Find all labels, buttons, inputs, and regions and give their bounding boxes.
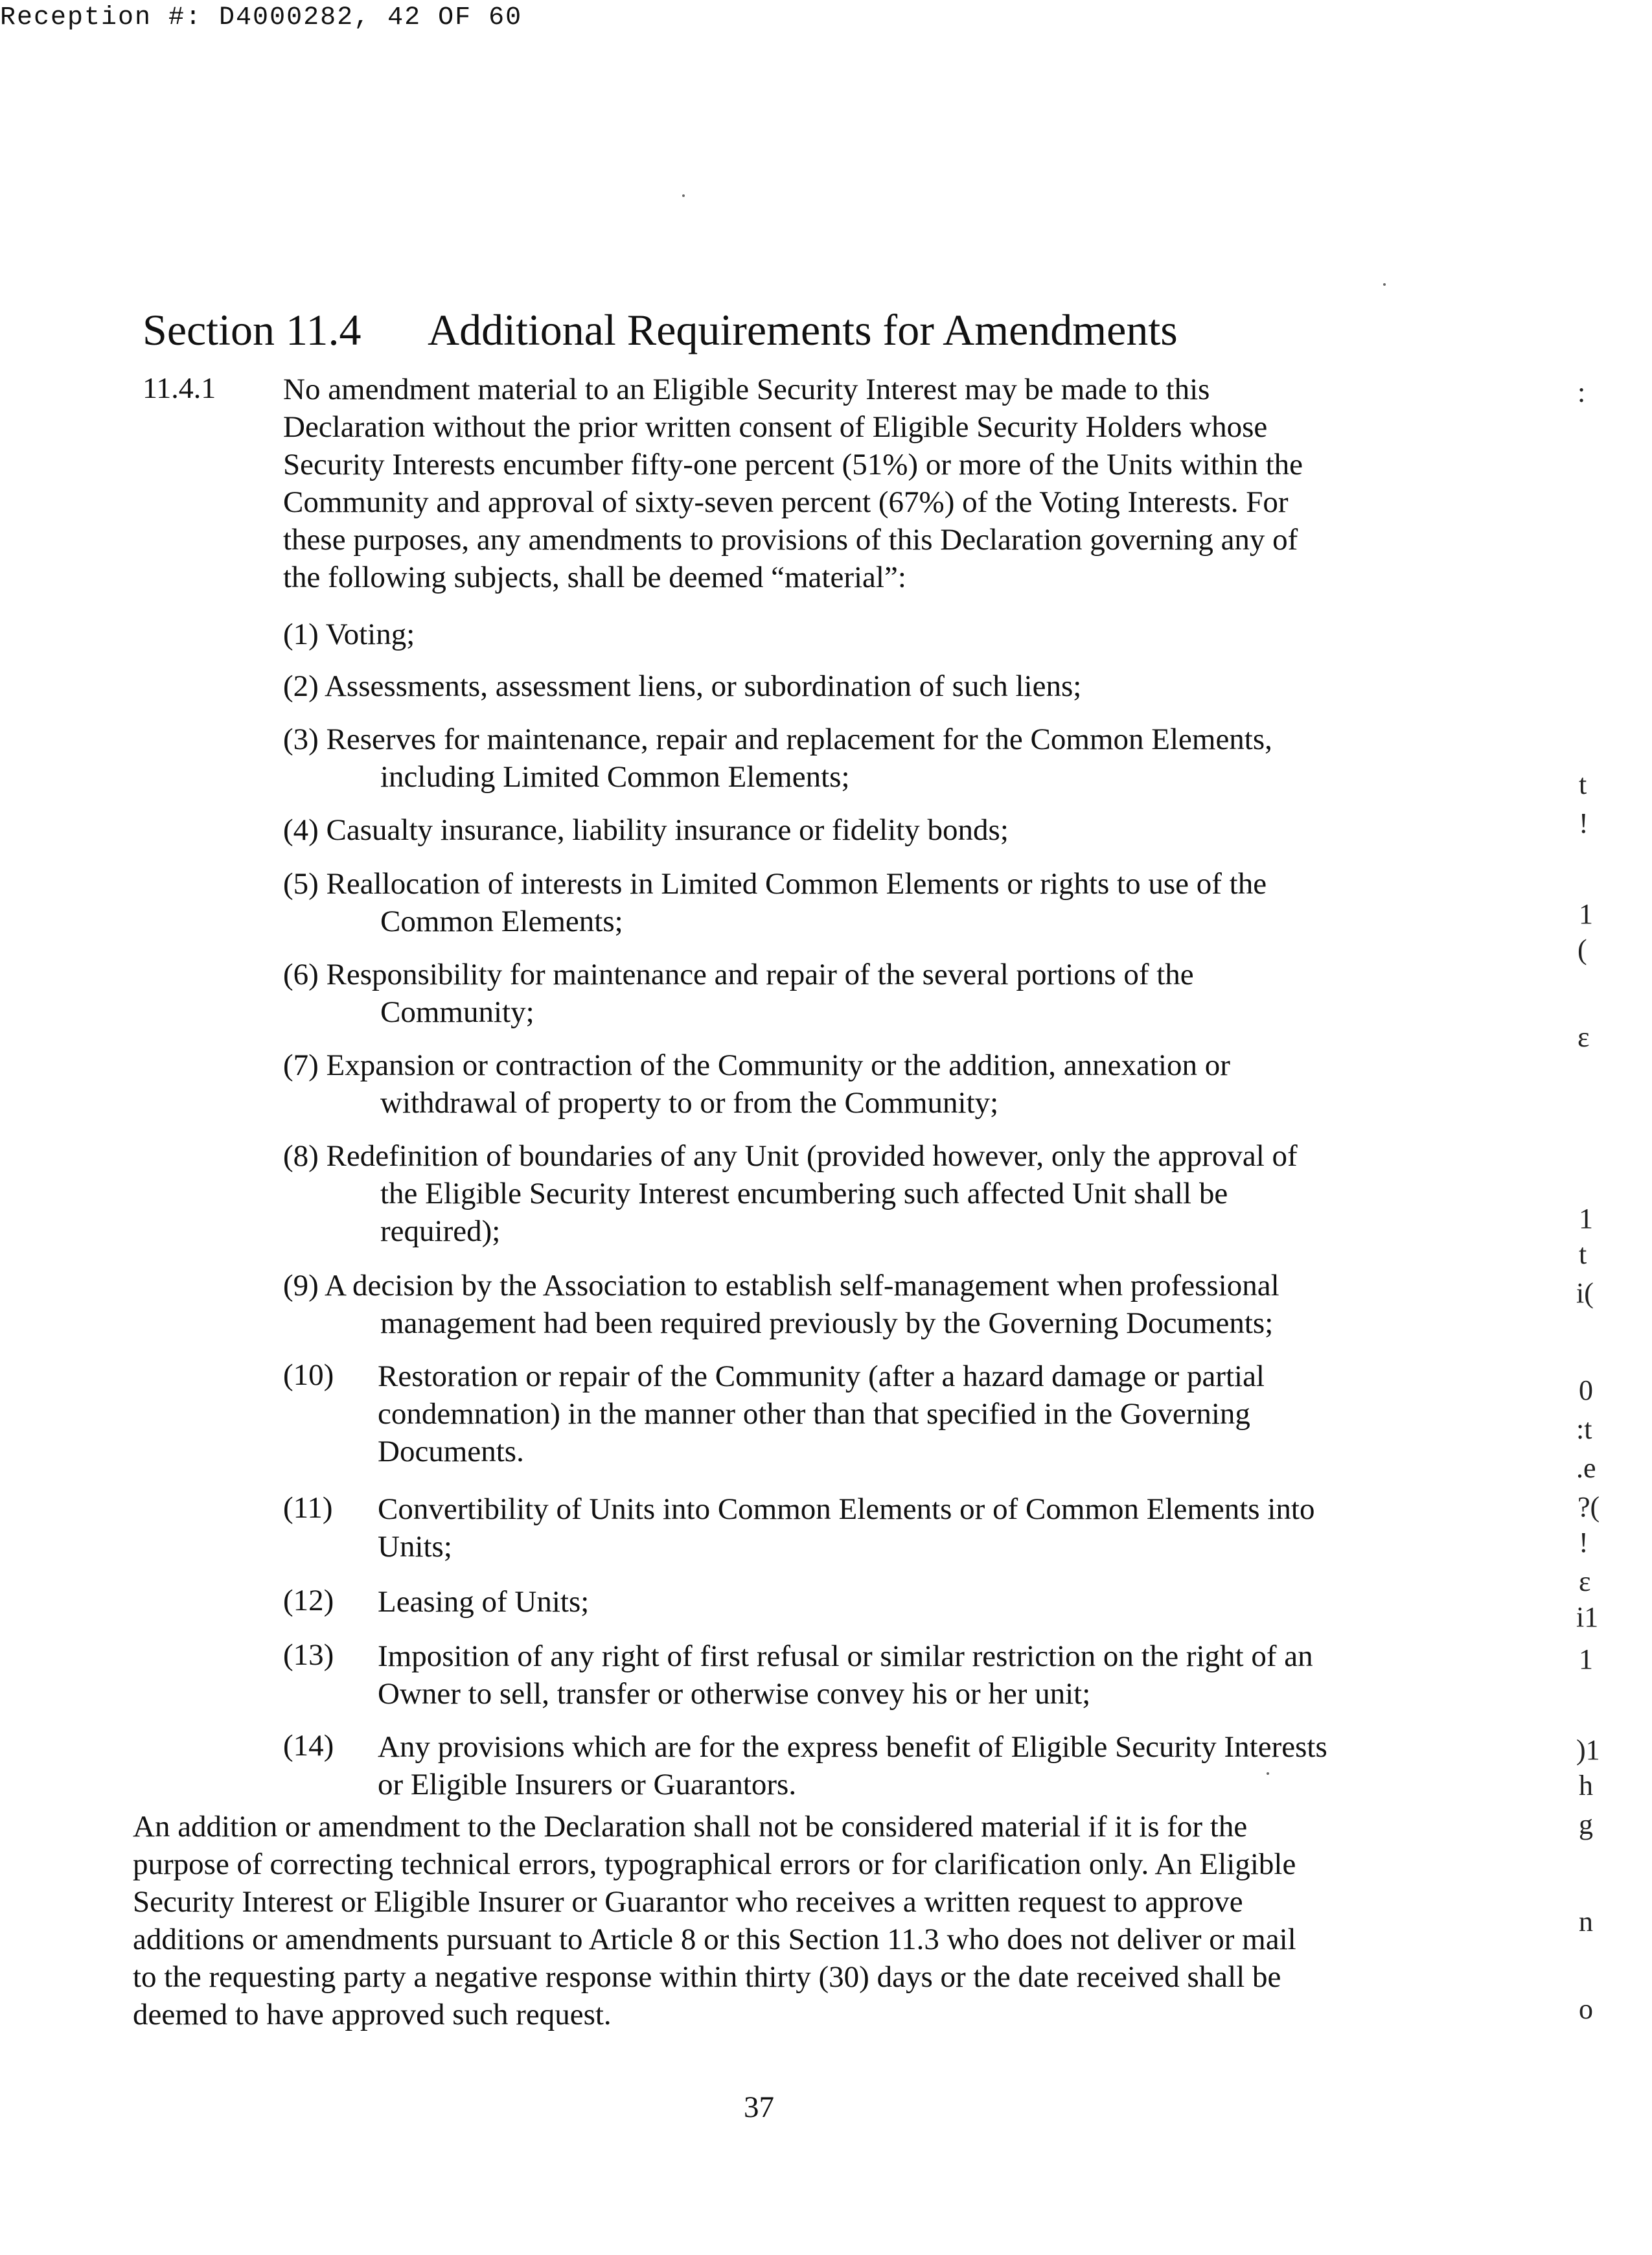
margin-fragment: ( xyxy=(1577,934,1587,966)
list-item-line: (3) Reserves for maintenance, repair and replacement for the Common Elements, xyxy=(283,723,1272,756)
closing-line: to the requesting party a negative response within thirty (30) days or the date received shall be xyxy=(133,1960,1281,1994)
margin-fragment: 1 xyxy=(1579,898,1593,930)
margin-fragment: g xyxy=(1579,1809,1593,1840)
paragraph-line: Security Interests encumber fifty-one percent (51%) or more of the Units within the xyxy=(283,448,1303,481)
list-item-line: (8) Redefinition of boundaries of any Unit (provided however, only the approval of xyxy=(283,1139,1298,1173)
list-item xyxy=(283,865,1267,940)
list-item-line: Convertibility of Units into Common Elements or of Common Elements into xyxy=(378,1492,1315,1526)
scan-speck xyxy=(1267,1772,1269,1775)
paragraph-body xyxy=(283,371,1303,596)
list-item-text xyxy=(378,1583,589,1621)
closing-line: An addition or amendment to the Declaration shall not be considered material if it is for the xyxy=(133,1810,1248,1844)
margin-fragment: ε xyxy=(1577,1021,1590,1053)
reception-header: Reception #: D4000282, 42 OF 60 xyxy=(0,3,523,32)
paragraph-line: the following subjects, shall be deemed “material”: xyxy=(283,561,906,594)
section-number: Section 11.4 xyxy=(143,305,361,354)
margin-fragment: t xyxy=(1579,769,1587,800)
list-item-text xyxy=(378,1490,1314,1566)
margin-fragment: o xyxy=(1579,1993,1593,2025)
list-item-text xyxy=(378,1728,1327,1803)
margin-fragment: h xyxy=(1579,1770,1593,1801)
margin-fragment: i( xyxy=(1576,1277,1594,1309)
list-item-line: (1) Voting; xyxy=(283,618,415,651)
list-item-line: Owner to sell, transfer or otherwise convey his or her unit; xyxy=(378,1677,1091,1711)
closing-paragraph xyxy=(133,1808,1296,2033)
paragraph-line: these purposes, any amendments to provisions of this Declaration governing any of xyxy=(283,523,1298,557)
margin-fragment: )1 xyxy=(1576,1734,1600,1766)
scan-speck xyxy=(682,194,685,197)
margin-fragment: i1 xyxy=(1576,1601,1599,1633)
list-item-line: Units; xyxy=(378,1530,452,1564)
margin-fragment: n xyxy=(1579,1906,1593,1937)
list-item-line: (2) Assessments, assessment liens, or subordination of such liens; xyxy=(283,669,1082,703)
list-item-line: withdrawal of property to or from the Community; xyxy=(380,1086,999,1120)
list-item-line: or Eligible Insurers or Guarantors. xyxy=(378,1768,797,1801)
section-title: Additional Requirements for Amendments xyxy=(428,305,1178,354)
list-item xyxy=(283,956,1194,1031)
list-item-line: condemnation) in the manner other than that specified in the Governing xyxy=(378,1397,1250,1431)
page-number: 37 xyxy=(744,2090,774,2124)
list-item-line: (6) Responsibility for maintenance and repair of the several portions of the xyxy=(283,958,1194,991)
list-item-line: Imposition of any right of first refusal or similar restriction on the right of an xyxy=(378,1639,1313,1673)
scan-speck xyxy=(1383,283,1386,286)
margin-fragment: : xyxy=(1577,376,1586,408)
list-item-line: (4) Casualty insurance, liability insurance or fidelity bonds; xyxy=(283,813,1009,847)
margin-fragment: ! xyxy=(1579,807,1589,839)
closing-line: purpose of correcting technical errors, typographical errors or for clarification only. An Eligible xyxy=(133,1847,1296,1881)
list-item-line: including Limited Common Elements; xyxy=(380,760,850,794)
list-item xyxy=(283,1267,1279,1342)
list-item-line: Common Elements; xyxy=(380,905,623,938)
list-item-text xyxy=(378,1637,1313,1713)
margin-fragment: 1 xyxy=(1579,1643,1593,1675)
list-item xyxy=(283,616,415,653)
list-item-line: (9) A decision by the Association to establish self-management when professional xyxy=(283,1269,1279,1302)
paragraph-line: No amendment material to an Eligible Security Interest may be made to this xyxy=(283,373,1210,406)
paragraph-line: Declaration without the prior written consent of Eligible Security Holders whose xyxy=(283,410,1268,444)
list-item xyxy=(283,811,1009,849)
list-item xyxy=(283,721,1272,796)
closing-line: deemed to have approved such request. xyxy=(133,1998,612,2031)
list-item-line: (5) Reallocation of interests in Limited Common Elements or rights to use of the xyxy=(283,867,1267,901)
margin-fragment: :t xyxy=(1576,1413,1592,1445)
list-item-line: Any provisions which are for the express benefit of Eligible Security Interests xyxy=(378,1730,1327,1764)
margin-fragment: ! xyxy=(1579,1527,1589,1558)
list-item-line: Restoration or repair of the Community (after a hazard damage or partial xyxy=(378,1359,1265,1393)
list-item-line: Community; xyxy=(380,995,534,1029)
list-item xyxy=(283,667,1081,705)
list-item-text xyxy=(378,1358,1265,1470)
margin-fragment: t xyxy=(1579,1238,1587,1270)
list-item-number: (12) xyxy=(283,1584,334,1617)
list-item-line: Leasing of Units; xyxy=(378,1585,590,1619)
closing-line: Security Interest or Eligible Insurer or Guarantor who receives a written request to approve xyxy=(133,1885,1243,1919)
margin-fragment: 0 xyxy=(1579,1374,1593,1406)
list-item-number: (14) xyxy=(283,1729,334,1763)
margin-fragment: ε xyxy=(1579,1566,1591,1597)
paragraph-number: 11.4.1 xyxy=(143,371,216,404)
list-item-number: (13) xyxy=(283,1638,334,1672)
list-item-line: management had been required previously by the Governing Documents; xyxy=(380,1306,1274,1340)
margin-fragment: 1 xyxy=(1579,1203,1593,1234)
margin-fragment: .e xyxy=(1576,1452,1596,1484)
list-item-line: required); xyxy=(380,1214,501,1248)
margin-fragment: ?( xyxy=(1577,1491,1600,1523)
list-item xyxy=(283,1137,1298,1250)
closing-line: additions or amendments pursuant to Article 8 or this Section 11.3 who does not deliver or mail xyxy=(133,1923,1296,1956)
list-item xyxy=(283,1047,1230,1122)
list-item-line: the Eligible Security Interest encumbering such affected Unit shall be xyxy=(380,1177,1228,1210)
list-item-number: (10) xyxy=(283,1358,334,1392)
list-item-number: (11) xyxy=(283,1491,333,1525)
paragraph-line: Community and approval of sixty-seven percent (67%) of the Voting Interests. For xyxy=(283,485,1289,519)
list-item-line: (7) Expansion or contraction of the Community or the addition, annexation or xyxy=(283,1048,1230,1082)
list-item-line: Documents. xyxy=(378,1435,524,1468)
